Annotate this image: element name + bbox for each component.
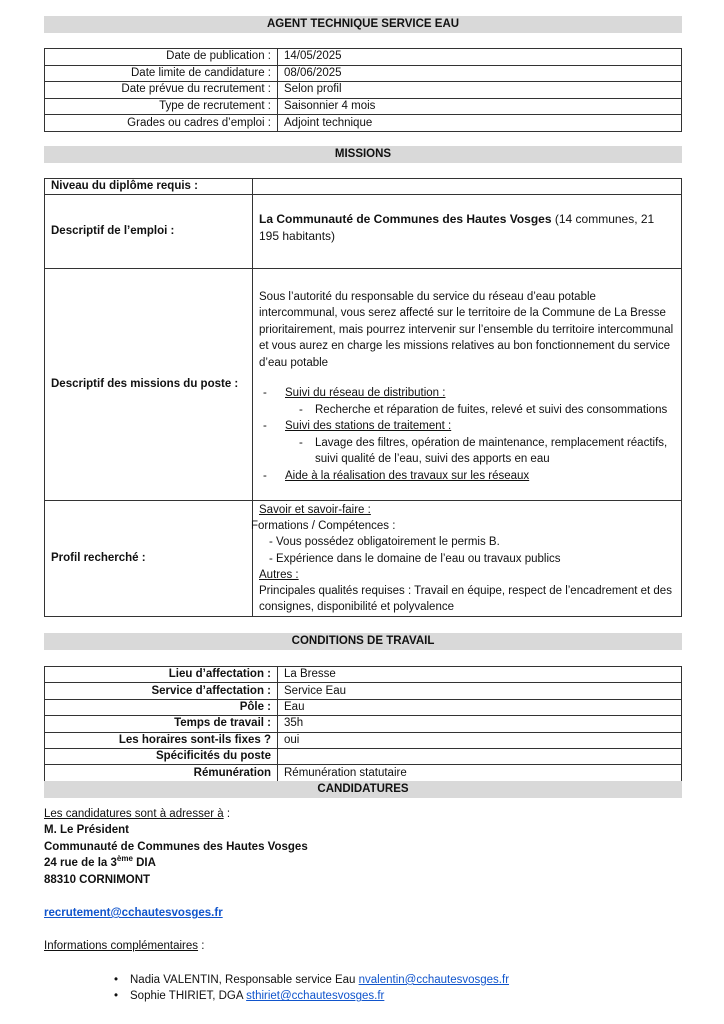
info-label: Informations complémentaires — [44, 940, 199, 953]
condition-value: Service Eau — [278, 683, 682, 699]
table-row — [45, 716, 682, 732]
address-line: Communauté de Communes des Hautes Vosges — [44, 840, 308, 853]
duties-label: Descriptif des missions du poste : — [45, 269, 253, 501]
meta-value: 14/05/2025 — [278, 49, 682, 66]
organization-name: La Communauté de Communes des Hautes Vosges — [259, 212, 552, 226]
list-item — [259, 385, 675, 418]
profile-item: - Expérience dans le domaine de l’eau ou travaux publics — [269, 552, 561, 565]
condition-value: 35h — [278, 716, 682, 732]
condition-label: Rémunération — [45, 765, 278, 781]
profile-item: - Vous possédez obligatoirement le permis B. — [269, 536, 500, 549]
profile-qualities: Principales qualités requises : Travail en équipe, respect de l’encadrement et des consignes, disponibilité et polyvalence — [259, 585, 672, 614]
meta-label: Date de publication : — [45, 49, 278, 66]
condition-value: Eau — [278, 699, 682, 715]
table-row — [45, 98, 682, 115]
condition-value: Rémunération statutaire — [278, 765, 682, 781]
list-item — [44, 988, 684, 1004]
page-title: AGENT TECHNIQUE SERVICE EAU — [44, 16, 682, 33]
meta-value: Saisonnier 4 mois — [278, 98, 682, 115]
profile-label: Profil recherché : — [45, 501, 253, 617]
table-row — [45, 748, 682, 764]
profile-savoir: Savoir et savoir-faire : — [259, 504, 371, 516]
meta-label: Date limite de candidature : — [45, 65, 278, 82]
meta-label: Grades ou cadres d’emploi : — [45, 115, 278, 132]
duties-intro: Sous l’autorité du responsable du service du réseau d’eau potable intercommunal, vous serez affecté sur le territoire de la Commune de La Bresse prioritairement, mais pourrez intervenir sur l’ensemble du territoire intercommunal et vous aurez en charge les missions relatives au bon fonctionnement du service d’eau potable — [259, 290, 674, 369]
table-row — [45, 82, 682, 99]
candidatures-intro: Les candidatures sont à adresser à — [44, 808, 224, 820]
meta-value: Selon profil — [278, 82, 682, 99]
table-row — [45, 179, 682, 195]
contacts-list — [44, 972, 684, 1005]
missions-header: MISSIONS — [44, 146, 682, 163]
address-line: 88310 CORNIMONT — [44, 873, 151, 886]
table-row — [45, 269, 682, 501]
profile-value — [253, 501, 682, 617]
address-superscript: ème — [116, 854, 133, 864]
table-row — [45, 683, 682, 699]
table-row — [45, 699, 682, 715]
diploma-value — [253, 179, 682, 195]
condition-label: Spécificités du poste — [45, 748, 278, 764]
info-suffix: : — [198, 940, 205, 953]
contact-email-link[interactable]: sthiriet@cchautesvosges.fr — [246, 990, 385, 1003]
list-item — [259, 468, 675, 485]
meta-value: 08/06/2025 — [278, 65, 682, 82]
meta-label: Date prévue du recrutement : — [45, 82, 278, 99]
address-street-end: DIA — [132, 857, 156, 870]
profile-formations: Formations / Compétences : — [251, 520, 396, 533]
candidatures-intro-line — [44, 806, 684, 822]
conditions-header: CONDITIONS DE TRAVAIL — [44, 633, 682, 650]
recruitment-email-link[interactable]: recrutement@cchautesvosges.fr — [44, 907, 223, 920]
duties-list — [259, 385, 675, 484]
list-item: - Lavage des filtres, opération de maintenance, remplacement réactifs, suivi qualité de l’eau, suivi des apports en eau — [259, 435, 675, 468]
duty-title: Aide à la réalisation des travaux sur les réseaux — [285, 469, 530, 482]
job-description-label: Descriptif de l’emploi : — [45, 195, 253, 269]
conditions-table — [44, 666, 682, 782]
duty-sublist — [259, 435, 675, 468]
condition-label: Les horaires sont-ils fixes ? — [45, 732, 278, 748]
address-street: 24 rue de la 3 — [44, 857, 117, 870]
condition-label: Lieu d’affectation : — [45, 667, 278, 683]
condition-label: Pôle : — [45, 699, 278, 715]
duty-sublist — [259, 402, 675, 419]
candidatures-section — [44, 806, 684, 1005]
table-row — [45, 195, 682, 269]
info-line — [44, 938, 684, 954]
missions-table — [44, 178, 682, 617]
condition-label: Service d’affectation : — [45, 683, 278, 699]
table-row — [45, 732, 682, 748]
table-row — [45, 765, 682, 781]
contact-text: Sophie THIRIET, DGA — [130, 990, 247, 1003]
candidatures-header: CANDIDATURES — [44, 781, 682, 798]
profile-autres: Autres : — [259, 568, 299, 581]
duties-value — [253, 269, 682, 501]
condition-value — [278, 748, 682, 764]
list-item: - Recherche et réparation de fuites, relevé et suivi des consommations — [259, 402, 675, 419]
table-row — [45, 49, 682, 66]
condition-value: oui — [278, 732, 682, 748]
condition-label: Temps de travail : — [45, 716, 278, 732]
contact-text: Nadia VALENTIN, Responsable service Eau — [130, 973, 359, 986]
address-line — [44, 855, 684, 871]
job-description-value — [253, 195, 682, 269]
diploma-label: Niveau du diplôme requis : — [45, 179, 253, 195]
list-item — [259, 418, 675, 468]
list-item — [44, 972, 684, 988]
table-row — [45, 65, 682, 82]
contact-email-link[interactable]: nvalentin@cchautesvosges.fr — [358, 973, 510, 986]
job-meta-table — [44, 48, 682, 132]
table-row — [45, 115, 682, 132]
duty-title: Suivi des stations de traitement : — [285, 420, 452, 433]
table-row — [45, 667, 682, 683]
organization-details: (14 communes, 21 195 habitants) — [259, 212, 655, 243]
duty-title: Suivi du réseau de distribution : — [285, 387, 446, 400]
condition-value: La Bresse — [278, 667, 682, 683]
address-line: M. Le Président — [44, 824, 129, 837]
candidatures-intro-suffix: : — [223, 808, 231, 820]
meta-label: Type de recrutement : — [45, 98, 278, 115]
meta-value: Adjoint technique — [278, 115, 682, 132]
table-row — [45, 501, 682, 617]
